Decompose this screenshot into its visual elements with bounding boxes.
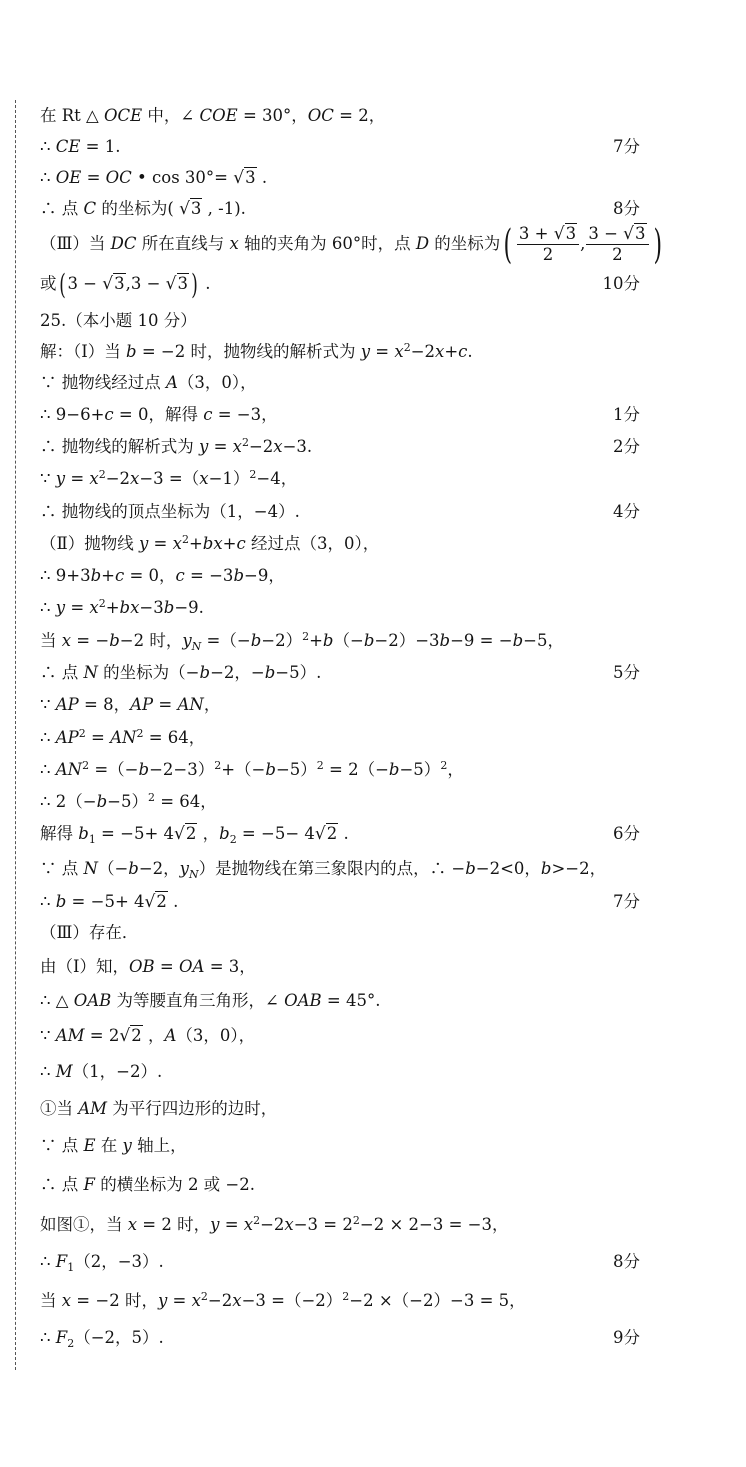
line-ap-squared: ∴ $AP^2 = AN^2 = 64$，	[40, 727, 206, 747]
line-an-squared: ∴ $AN^2 =(-b-2-3)^2+(-b-5)^2 = 2(-b-5)^2$，	[40, 759, 464, 779]
line-ce-equals-1: ∴ CE = 1. 7分	[40, 132, 640, 162]
line-am-value: ∵ AM = 2√2 ，A（3，0），	[40, 1026, 256, 1046]
line-vertex-coords: ∴ 抛物线的顶点坐标为（1，−4）. 4分	[40, 497, 640, 527]
score-label: 7分	[613, 892, 640, 911]
line-ob-oa: 由（Ⅰ）知，OB = OA = 3，	[40, 957, 256, 976]
score-label: 8分	[613, 199, 640, 218]
line-f1-coords: ∴ $F_1(2$，−3）. 8分	[40, 1247, 640, 1277]
line-parabola-expression: ∴ 抛物线的解析式为 $y = x^2-2x-3$. 2分	[40, 432, 640, 462]
line-part3-angle-60: （Ⅲ）当 DC 所在直线与 x 轴的夹角为 60°时，点 D 的坐标为( $\frac{3 + √3}{2}$ , $\frac{3 - √3}{2}$ )	[40, 221, 662, 268]
line-passes-a: ∵ 抛物线经过点 A（3，0），	[40, 373, 257, 392]
score-label: 8分	[613, 1252, 640, 1271]
line-solve-b: 解得 $b_1 = -5+ 4√2$ ，$b_2 = -5- 4√2$ . 6分	[40, 819, 640, 849]
line-b-value: ∴ b = −5+ 4√2 . 7分	[40, 887, 640, 917]
score-label: 1分	[613, 405, 640, 424]
score-label: 4分	[613, 502, 640, 521]
line-e-on-y-axis: ∵ 点 E 在 y 轴上，	[40, 1136, 187, 1155]
line-f2-coords: ∴ $F_2(-2$，5）. 9分	[40, 1323, 640, 1353]
line-case1-am-side: ①当 AM 为平行四边形的边时，	[40, 1099, 278, 1118]
line-y-in-terms-of-b: ∴ $y = x^2+bx-3b-9$.	[40, 597, 204, 617]
line-oe-value: ∴ OE = OC • cos 30°= √3 .	[40, 168, 268, 188]
binding-cut-line	[15, 100, 16, 1370]
line-part3-exists: （Ⅲ）存在．	[40, 923, 139, 942]
problem-25-header: 25.（本小题 10 分）	[40, 311, 197, 330]
line-f-abscissa: ∴ 点 F 的横坐标为 2 或 −2.	[40, 1175, 255, 1194]
score-label: 9分	[613, 1328, 640, 1347]
line-ap-an: ∵ AP = 8，AP = AN，	[40, 695, 221, 714]
score-label: 10分	[602, 274, 640, 293]
line-or-second-d: 或( 3 − √3,3 − √3 ) . 10分	[40, 267, 640, 301]
line-point-m: ∴ M（1，−2）.	[40, 1062, 163, 1081]
line-point-n-coords: ∴ 点 N 的坐标为（−b−2，−b−5）. 5分	[40, 658, 640, 688]
line-part2-parabola: （Ⅱ）抛物线 $y = x^2+bx+c$ 经过点（3，0），	[40, 533, 380, 553]
line-c-in-terms-of-b: ∴ 9+3b+c = 0，c = −3b−9，	[40, 566, 285, 585]
line-x-equals-2: 如图①，当 x = 2 时，$y = x^2-2x-3 = 2^2-2 \times 2-3 = -3$，	[40, 1214, 509, 1234]
score-label: 7分	[613, 137, 640, 156]
line-vertex-form: ∵ $y = x^2-2x-3 =(x-1)^2-4$，	[40, 468, 298, 488]
score-label: 5分	[613, 663, 640, 682]
line-yn-value: 当 x = −b−2 时，$y_N =(-b-2)^2+b(-b-2)-3b-9 = -b-5$，	[40, 630, 564, 653]
line-isosceles-right: ∴ △ OAB 为等腰直角三角形，∠ OAB = 45°.	[40, 991, 381, 1010]
line-x-equals-neg2: 当 x = −2 时，$y = x^2-2x-3 =(-2)^2-2 \times(-2)-3 = 5$，	[40, 1290, 526, 1310]
score-label: 2分	[613, 437, 640, 456]
score-label: 6分	[613, 824, 640, 843]
line-third-quadrant: ∵ 点 N（−b−2，$y_N$）是抛物线在第三象限内的点，∴ −b−2<0，b>−2，	[40, 859, 607, 881]
line-part1-parabola: 解：（Ⅰ）当 b = −2 时，抛物线的解析式为 $y = x^2-2x+c$.	[40, 341, 473, 361]
line-point-c-coords: ∴ 点 C 的坐标为( √3 , -1). 8分	[40, 194, 640, 224]
line-solve-c: ∴ 9−6+c = 0，解得 c = −3， 1分	[40, 400, 640, 430]
line-equation-64: ∴ $2(-b-5)^2 = 64$，	[40, 791, 217, 811]
line-rt-triangle-oce: 在 Rt △ OCE 中，∠ COE = 30°，OC = 2，	[40, 106, 386, 125]
